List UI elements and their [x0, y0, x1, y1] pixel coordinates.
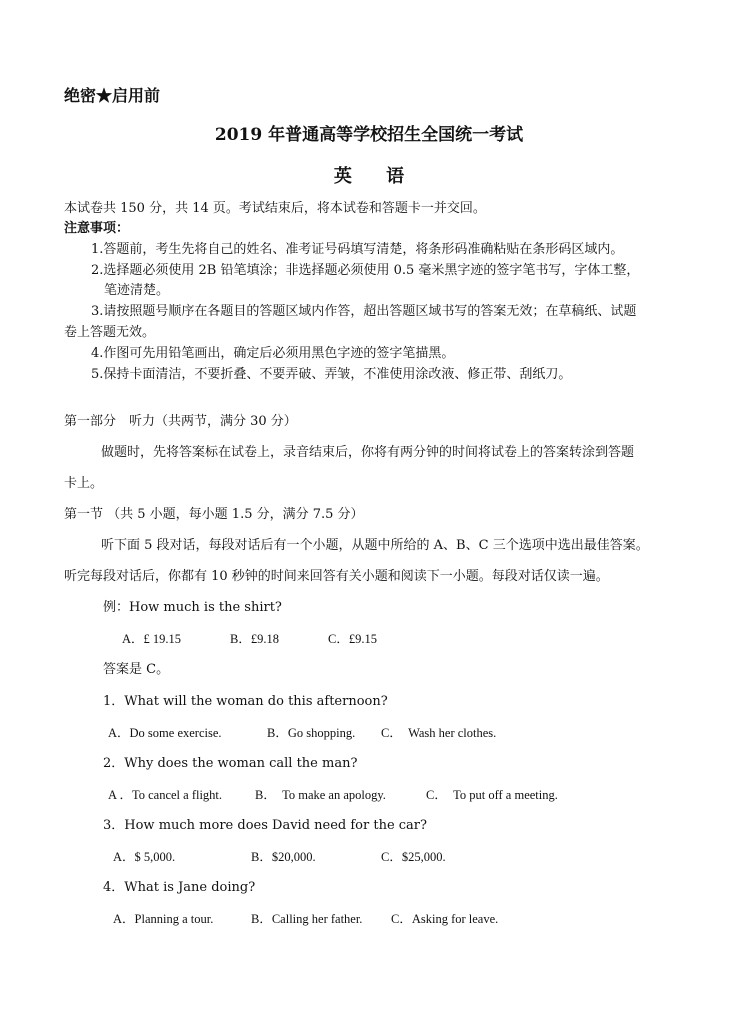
option-a: A．Do some exercise.: [108, 726, 222, 740]
section-instruction: 听完每段对话后，你都有 10 秒钟的时间来回答有关小题和阅读下一小题。每段对话仅读一遍。: [64, 569, 609, 584]
option-c: C． Wash her clothes.: [381, 726, 497, 740]
option-a: A．$ 5,000.: [113, 850, 176, 864]
subject-title: 英 语: [333, 166, 419, 187]
option-b: B．Go shopping.: [267, 726, 356, 740]
option-c: C．Asking for leave.: [391, 912, 499, 926]
option-b: B． To make an apology.: [255, 788, 386, 802]
option-b: B．Calling her father.: [251, 912, 363, 926]
notice-item: 卷上答题无效。: [64, 325, 156, 340]
confidential-mark: 绝密★启用前: [64, 86, 161, 105]
exam-title: 2019 年普通高等学校招生全国统一考试: [214, 125, 524, 145]
example-option-c: C．£9.15: [328, 632, 377, 646]
question-text: 3．How much more does David need for the car?: [103, 818, 427, 833]
notice-item: 5.保持卡面清洁，不要折叠、不要弄破、弄皱，不准使用涂改液、修正带、刮纸刀。: [91, 367, 572, 382]
question-text: 1．What will the woman do this afternoon?: [103, 694, 388, 709]
notice-item: 1.答题前，考生先将自己的姓名、准考证号码填写清楚，将条形码准确粘贴在条形码区域内。: [91, 242, 624, 257]
part-instruction: 卡上。: [64, 476, 104, 491]
example-option-b: B．£9.18: [230, 632, 279, 646]
question-text: 2．Why does the woman call the man?: [103, 756, 358, 771]
notice-heading: 注意事项：: [64, 221, 130, 236]
part-instruction: 做题时，先将答案标在试卷上，录音结束后，你将有两分钟的时间将试卷上的答案转涂到答题: [101, 445, 635, 460]
question-text: 4．What is Jane doing?: [103, 880, 256, 895]
notice-item: 3.请按照题号顺序在各题目的答题区域内作答，超出答题区域书写的答案无效；在草稿纸、试题: [91, 304, 637, 319]
option-b: B．$20,000.: [251, 850, 316, 864]
option-c: C． To put off a meeting.: [426, 788, 558, 802]
example-question: 例：How much is the shirt?: [103, 600, 282, 615]
notice-item: 4.作图可先用铅笔画出，确定后必须用黑色字迹的签字笔描黑。: [91, 346, 455, 361]
section-heading: 第一节 （共 5 小题，每小题 1.5 分，满分 7.5 分）: [64, 507, 364, 522]
part-heading: 第一部分 听力（共两节，满分 30 分）: [64, 414, 297, 429]
section-instruction: 听下面 5 段对话，每段对话后有一个小题，从题中所给的 A、B、C 三个选项中选出最佳答案。: [101, 538, 649, 553]
notice-item: 笔迹清楚。: [104, 283, 170, 298]
intro-text: 本试卷共 150 分，共 14 页。考试结束后，将本试卷和答题卡一并交回。: [64, 201, 486, 216]
notice-item: 2.选择题必须使用 2B 铅笔填涂；非选择题必须使用 0.5 毫米黑字迹的签字笔书写，字体工整，: [91, 263, 640, 278]
option-c: C．$25,000.: [381, 850, 446, 864]
example-answer: 答案是 C。: [103, 662, 170, 677]
example-option-a: A．£ 19.15: [122, 632, 182, 646]
option-a: A．Planning a tour.: [113, 912, 214, 926]
option-a: A ．To cancel a flight.: [108, 788, 223, 802]
